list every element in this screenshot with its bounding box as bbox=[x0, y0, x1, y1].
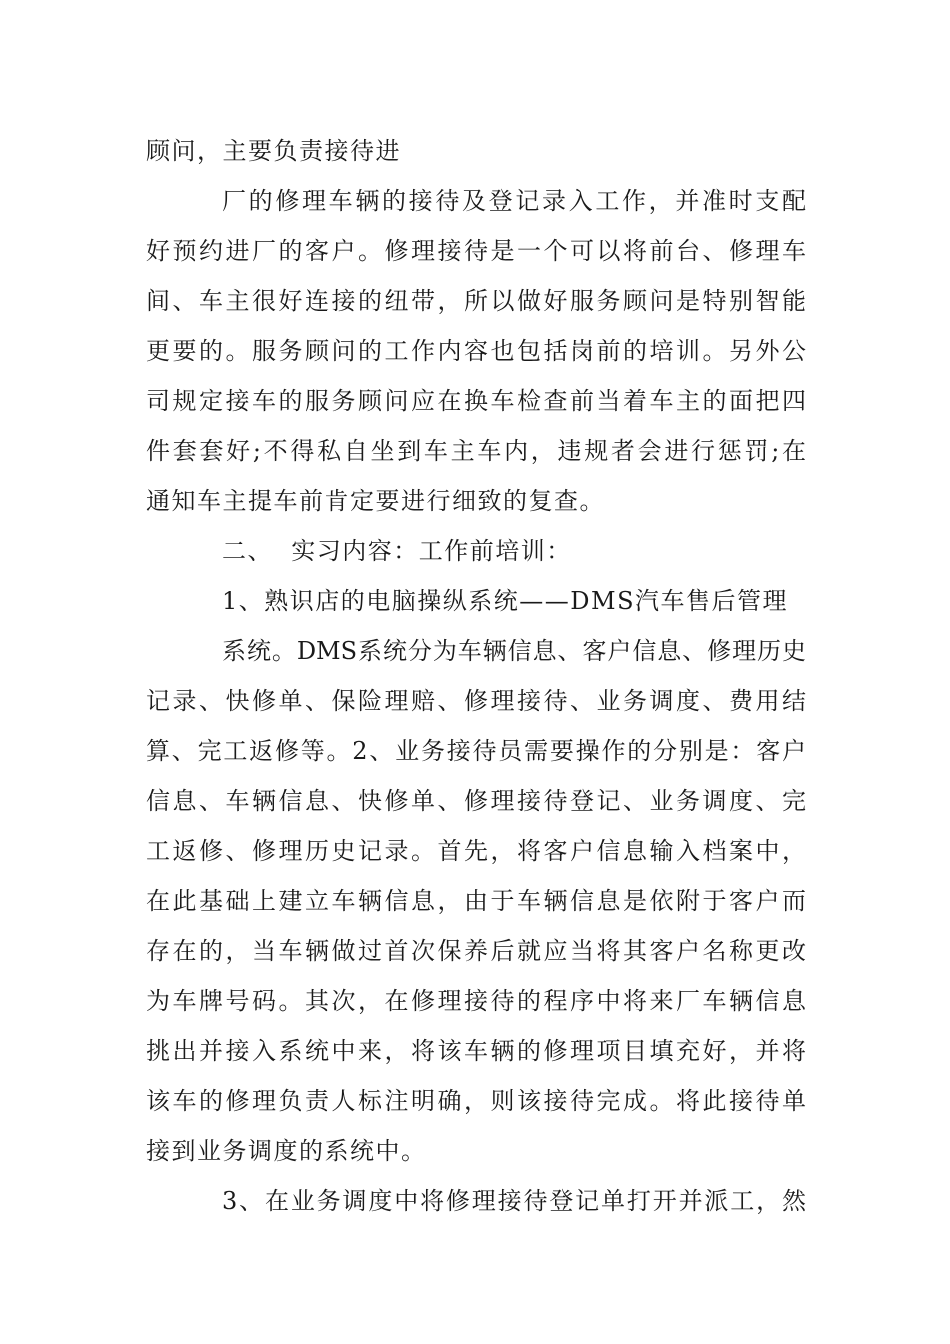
text-line-5: 更要的。服务顾问的工作内容也包括岗前的培训。另外公 bbox=[146, 337, 806, 365]
text-line-15: 工返修、修理历史记录。首先，将客户信息输入档案中， bbox=[146, 837, 806, 865]
text-line-16: 在此基础上建立车辆信息，由于车辆信息是依附于客户而 bbox=[146, 887, 806, 915]
text-line-22: 3、在业务调度中将修理接待登记单打开并派工，然 bbox=[222, 1187, 806, 1215]
text-line-14: 信息、车辆信息、快修单、修理接待登记、业务调度、完 bbox=[146, 787, 806, 815]
text-line-4: 间、车主很好连接的纽带，所以做好服务顾问是特别智能 bbox=[146, 287, 806, 315]
text-line-21: 接到业务调度的系统中。 bbox=[146, 1137, 427, 1165]
text-line-3: 好预约进厂的客户。修理接待是一个可以将前台、修理车 bbox=[146, 237, 806, 265]
text-line-8: 通知车主提车前肯定要进行细致的复查。 bbox=[146, 487, 605, 515]
text-line-18: 为车牌号码。其次，在修理接待的程序中将来厂车辆信息 bbox=[146, 987, 806, 1015]
text-line-2: 厂的修理车辆的接待及登记录入工作，并准时支配 bbox=[222, 187, 806, 215]
text-line-19: 挑出并接入系统中来，将该车辆的修理项目填充好，并将 bbox=[146, 1037, 806, 1065]
text-line-1: 顾问，主要负责接待进 bbox=[146, 137, 401, 165]
text-line-20: 该车的修理负责人标注明确，则该接待完成。将此接待单 bbox=[146, 1087, 806, 1115]
text-line-13: 算、完工返修等。2、业务接待员需要操作的分别是：客户 bbox=[146, 737, 806, 765]
text-line-10: 1、熟识店的电脑操纵系统——DMS汽车售后管理 bbox=[222, 587, 789, 615]
section-heading: 二、 实习内容：工作前培训： bbox=[222, 537, 572, 565]
text-line-17: 存在的，当车辆做过首次保养后就应当将其客户名称更改 bbox=[146, 937, 806, 965]
text-line-11: 系统。DMS系统分为车辆信息、客户信息、修理历史 bbox=[222, 637, 806, 665]
text-line-7: 件套套好;不得私自坐到车主车内，违规者会进行惩罚;在 bbox=[146, 437, 806, 465]
text-line-6: 司规定接车的服务顾问应在换车检查前当着车主的面把四 bbox=[146, 387, 806, 415]
text-line-12: 记录、快修单、保险理赔、修理接待、业务调度、费用结 bbox=[146, 687, 806, 715]
